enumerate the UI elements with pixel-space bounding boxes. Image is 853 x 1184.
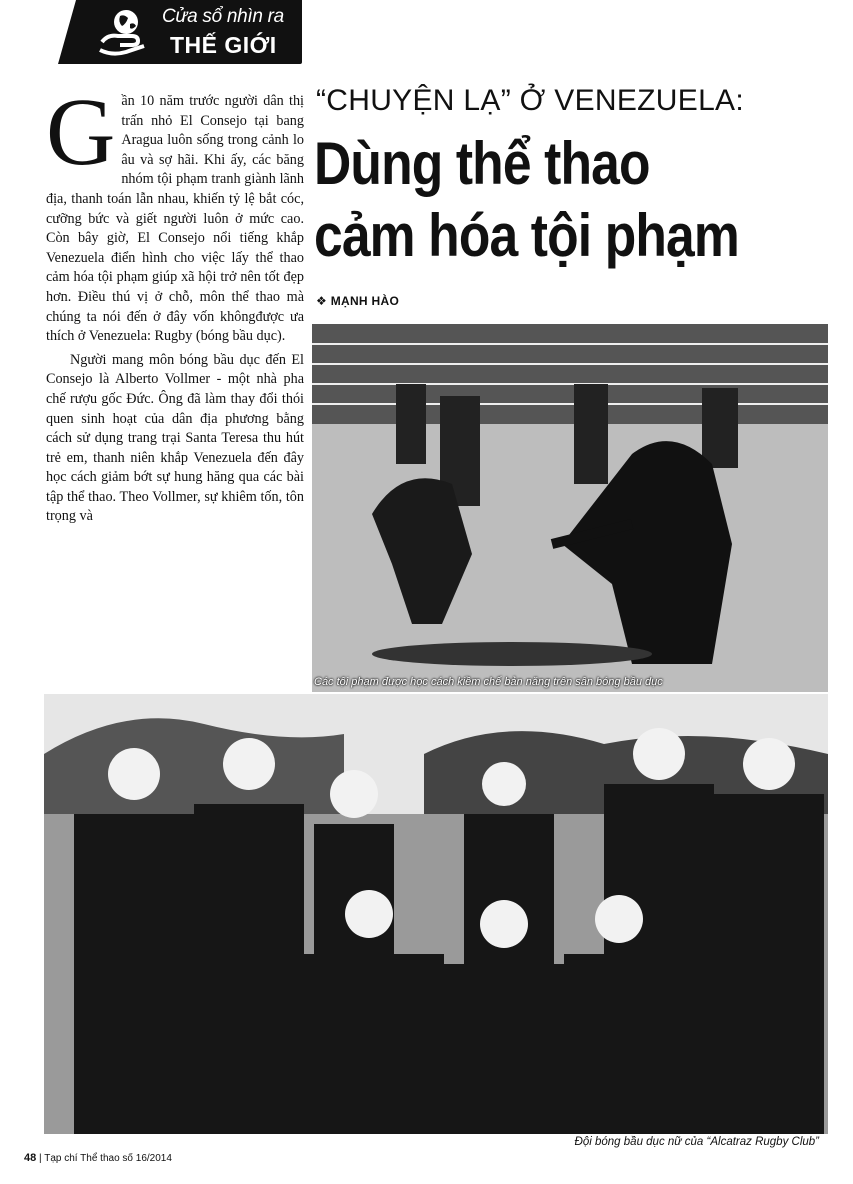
paragraph-1-text: ần 10 năm trước người dân thị trấn nhỏ El Consejo tại bang Aragua luôn sống trong cảnh lo âu và sợ hãi. Khi ấy, các băng nhóm tội phạm tranh giành lãnh địa, thanh toán lẫn nhau, khiến tỷ lệ bắt cóc, cưỡng bức và giết người luôn ở mức cao. Còn bây giờ, El Consejo nổi tiếng khắp Venezuela điển hình cho việc lấy thể thao cảm hóa tội phạm giúp xã hội trở nên tốt đẹp hơn. Điều thú vị ở chỗ, môn thể thao mà chúng ta nói đến ở đây vốn khôngđược ưa thích ở Venezuela: Rugby (bóng bầu dục). xyxy=(46,93,304,345)
section-title-line1: Cửa sổ nhìn ra xyxy=(162,6,284,27)
photo-caption-2: Đội bóng bầu dục nữ của “Alcatraz Rugby Club” xyxy=(574,1136,819,1148)
section-title-line2: THẾ GIỚI xyxy=(170,32,277,58)
publication-info: | Tạp chí Thể thao số 16/2014 xyxy=(39,1153,172,1164)
article-title-line1: Dùng thể thao xyxy=(314,130,650,197)
byline: ❖ MẠNH HÀO xyxy=(316,294,400,308)
article-title xyxy=(314,128,761,272)
photo-caption-1: Các tội phạm được học cách kiềm chế bản năng trên sân bóng bầu dục xyxy=(314,676,663,688)
article-kicker: “CHUYỆN LẠ” Ở VENEZUELA: xyxy=(316,84,745,117)
page-number: 48 xyxy=(24,1152,37,1164)
team-photo xyxy=(44,694,828,1134)
rugby-match-photo xyxy=(312,324,828,692)
section-header xyxy=(58,0,302,64)
page-footer xyxy=(24,1152,172,1164)
article-body xyxy=(46,78,304,527)
globe-hand-logo-icon xyxy=(98,6,150,58)
article-title-line2: cảm hóa tội phạm xyxy=(314,202,739,269)
paragraph-1 xyxy=(46,78,304,347)
paragraph-2: Người mang môn bóng bầu dục đến El Consejo là Alberto Vollmer - một nhà pha chế rượu gốc Đức. Ông đã làm thay đổi thói quen sinh hoạt của dân địa phương bằng cách sử dụng trang trại Santa Teresa thu hút trẻ em, thanh niên khắp Venezuela đến đây học cách giảm bớt sự hung hăng qua các bài tập thể thao. Theo Vollmer, sự khiêm tốn, tôn trọng và xyxy=(46,351,304,525)
drop-cap: G xyxy=(46,78,116,185)
